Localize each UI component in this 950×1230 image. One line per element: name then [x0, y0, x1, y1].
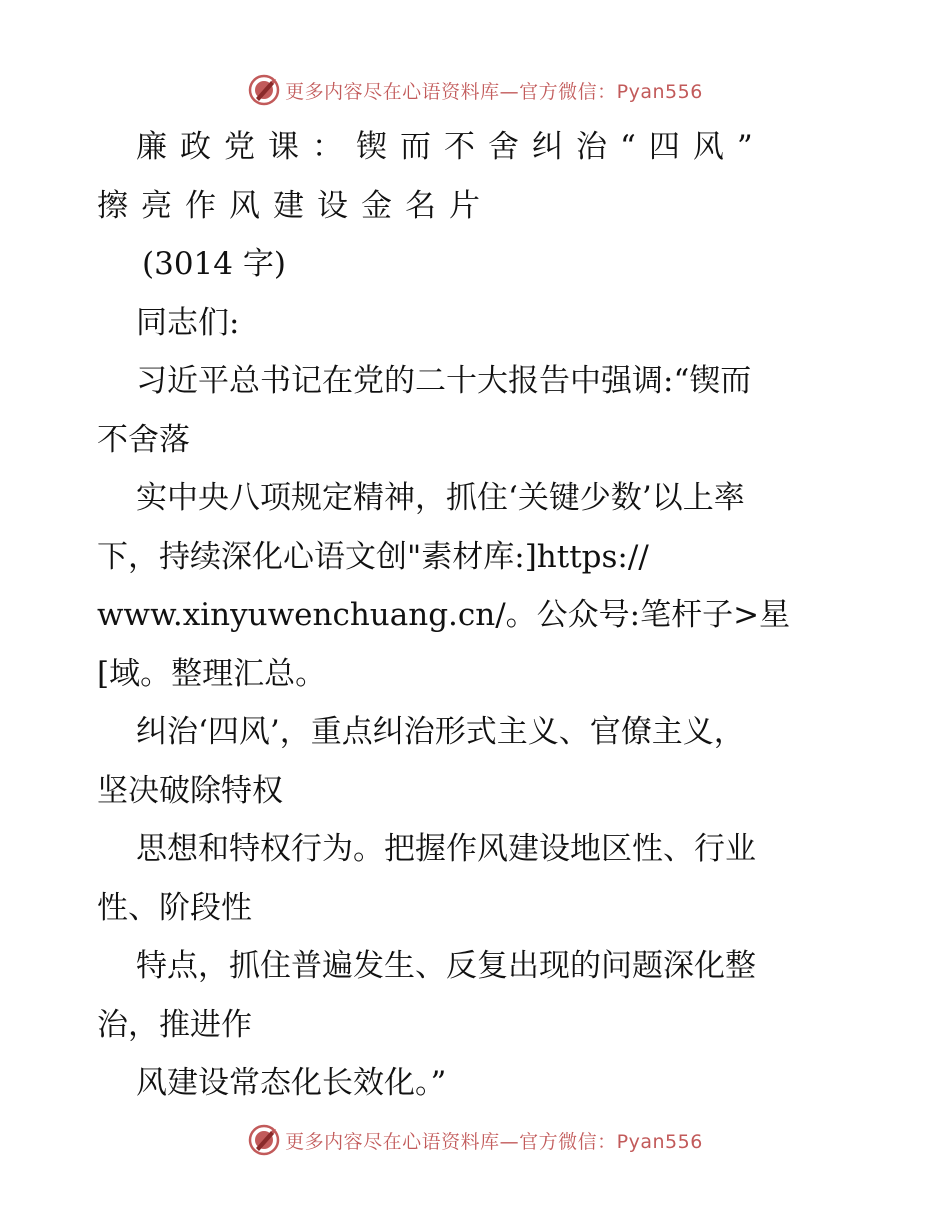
paragraph-line: 不舍落 [97, 421, 190, 458]
paragraph-line: www.xinyuwenchuang.cn/。公众号:笔杆子>星 [97, 597, 791, 633]
pen-seal-logo-icon [247, 1123, 281, 1157]
paragraph-line: 同志们: [136, 304, 240, 341]
paragraph-line: 治，推进作 [97, 1006, 252, 1043]
banner-text: 更多内容尽在心语资料库—官方微信：Pyan556 [285, 1130, 703, 1153]
paragraph-line: 坚决破除特权 [97, 772, 283, 809]
paragraph-line: 纠治‘四风’，重点纠治形式主义、官僚主义， [136, 714, 745, 750]
paragraph-line: 特点，抓住普遍发生、反复出现的问题深化整 [136, 948, 756, 984]
paragraph-line: 下，持续深化心语文创"素材库:]https:// [97, 538, 649, 575]
paragraph-line: 性、阶段性 [97, 889, 252, 926]
document-title-line-2: 擦亮作风建设金名片 [97, 187, 493, 224]
banner-text: 更多内容尽在心语资料库—官方微信：Pyan556 [285, 80, 703, 103]
paragraph-line: 习近平总书记在党的二十大报告中强调:“锲而 [136, 363, 752, 399]
document-title-line-1: 廉政党课：锲而不舍纠治“四风” [136, 129, 766, 165]
header-banner [0, 70, 950, 110]
paragraph-line: 思想和特权行为。把握作风建设地区性、行业 [136, 831, 756, 867]
paragraph-line: [域。整理汇总。 [97, 655, 327, 692]
pen-seal-logo-icon [247, 73, 281, 107]
footer-banner [0, 1120, 950, 1160]
paragraph-line: 风建设常态化长效化。” [136, 1065, 447, 1101]
word-count: (3014 字) [142, 246, 286, 282]
document-body [97, 118, 857, 1113]
paragraph-line: 实中央八项规定精神，抓住‘关键少数’以上率 [136, 480, 745, 516]
